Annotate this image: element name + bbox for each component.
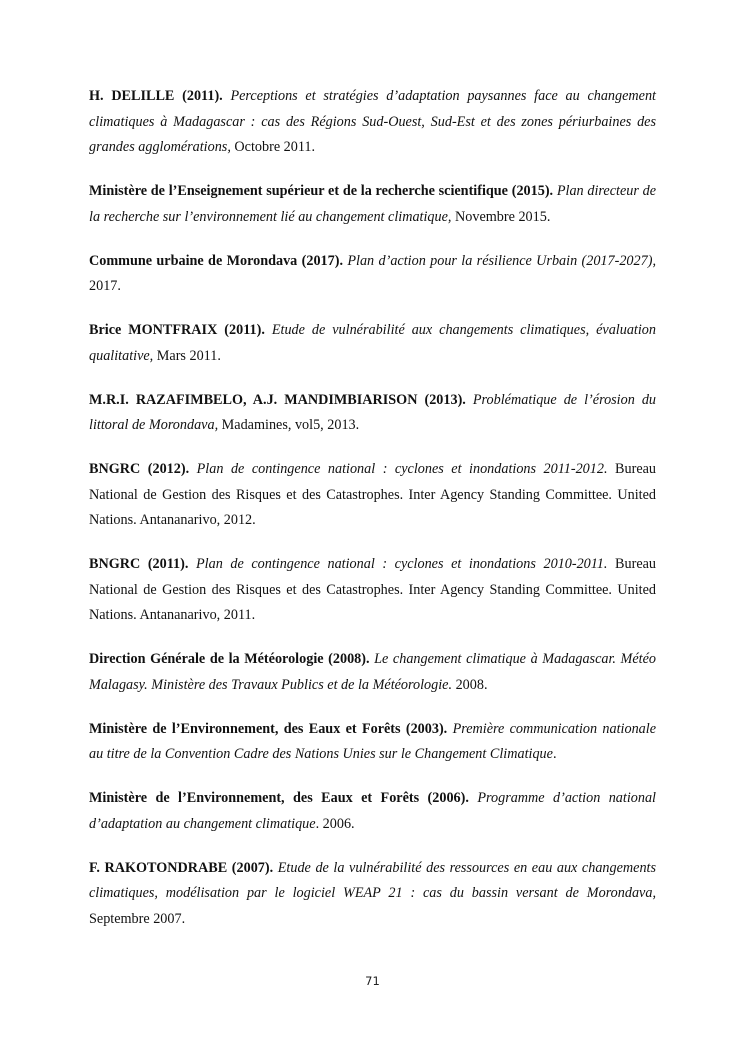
reference-author: Commune urbaine de Morondava (2017). — [89, 252, 343, 269]
reference-author: F. RAKOTONDRABE (2007). — [89, 859, 274, 876]
reference-title: Le changement climatique à Madagascar. Météo Malagasy. Ministère des Travaux Publics et de la Météorologie. — [89, 651, 657, 693]
reference-title: Plan de contingence national : cyclones et inondations 2010-2011. — [196, 556, 608, 572]
reference-author: M.R.I. RAZAFIMBELO, A.J. MANDIMBIARISON (2013). — [89, 391, 466, 408]
reference-details: . — [552, 746, 557, 762]
reference-entry — [89, 318, 656, 369]
reference-title: Problématique de l’érosion du littoral de Morondava, — [89, 391, 657, 433]
reference-details: Madamines, vol5, 2013. — [221, 417, 360, 433]
reference-details: 2008. — [455, 676, 488, 693]
reference-title: Etude de vulnérabilité aux changements climatiques, évaluation qualitative, — [89, 322, 656, 364]
reference-author: Direction Générale de la Météorologie (2008). — [89, 651, 370, 667]
reference-author: Ministère de l’Environnement, des Eaux et Forêts (2003). — [89, 720, 448, 737]
reference-details: Octobre 2011. — [234, 139, 316, 155]
reference-entry — [89, 647, 656, 698]
reference-title: Première communication nationale au titre de la Convention Cadre des Nations Unies sur le Changement Climatique — [89, 720, 656, 762]
reference-entry — [89, 717, 656, 768]
reference-author: BNGRC (2012). — [89, 461, 190, 477]
reference-author: H. DELILLE (2011). — [89, 88, 223, 104]
reference-author: Ministère de l’Enseignement supérieur et de la recherche scientifique (2015). — [89, 183, 554, 199]
reference-details: 2017. — [89, 278, 121, 294]
reference-details: Bureau National de Gestion des Risques et des Catastrophes. Inter Agency Standing Committee. United Nations. Antananarivo, 2011. — [89, 556, 657, 623]
reference-details: Septembre 2007. — [89, 910, 186, 927]
reference-title: Etude de la vulnérabilité des ressources en eau aux changements climatiques, modélisation par le logiciel WEAP 21 : cas du bassin versant de Morondava, — [89, 859, 657, 901]
reference-author: BNGRC (2011). — [89, 556, 189, 572]
reference-details: Bureau National de Gestion des Risques et des Catastrophes. Inter Agency Standing Committee. United Nations. Antananarivo, 2012. — [89, 461, 657, 528]
reference-entry — [89, 457, 656, 534]
reference-list — [89, 84, 656, 951]
page-number: 71 — [365, 974, 380, 988]
reference-details: . 2006. — [315, 815, 355, 832]
reference-title: Plan de contingence national : cyclones et inondations 2011-2012. — [196, 461, 608, 477]
reference-entry — [89, 249, 656, 300]
reference-author: Ministère de l’Environnement, des Eaux et Forêts (2006). — [89, 790, 469, 806]
reference-title: Perceptions et stratégies d’adaptation paysannes face au changement climatiques à Madagascar : cas des Régions Sud-Ouest, Sud-Est et des zones périurbaines des grandes agglomérations, — [89, 88, 656, 155]
reference-entry — [89, 388, 656, 439]
reference-entry — [89, 856, 656, 933]
reference-entry — [89, 552, 656, 629]
reference-entry — [89, 786, 656, 837]
reference-details: Mars 2011. — [156, 347, 221, 364]
reference-entry — [89, 179, 656, 230]
reference-title: Programme d’action national d’adaptation au changement climatique — [89, 790, 656, 832]
reference-title: Plan directeur de la recherche sur l’environnement lié au changement climatique, — [89, 183, 656, 225]
reference-details: Novembre 2015. — [455, 208, 551, 225]
reference-title: Plan d’action pour la résilience Urbain (2017-2027), — [347, 252, 656, 269]
reference-entry — [89, 84, 656, 161]
reference-author: Brice MONTFRAIX (2011). — [89, 322, 265, 338]
